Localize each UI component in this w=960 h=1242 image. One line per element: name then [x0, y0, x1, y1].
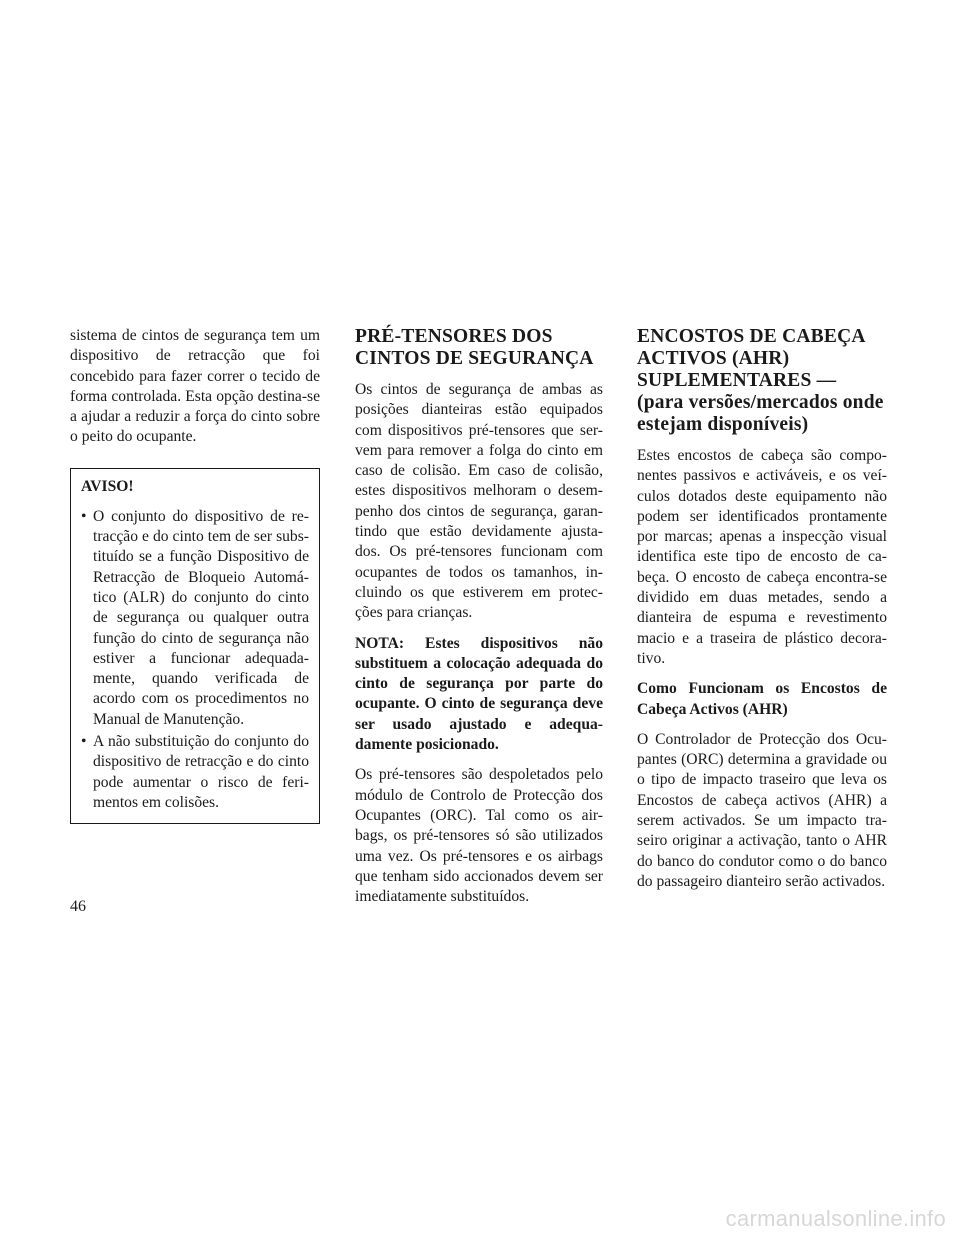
- warning-item: • A não substituição do conjunto do dispositivo de retracção e do cinto pode aumentar o risco de feri-mentos em colisões.: [81, 732, 309, 813]
- ahr-subheading: Como Funcionam os Encostos de Cabeça Activos (AHR): [637, 680, 887, 718]
- column-left: [70, 326, 320, 824]
- ahr-description-paragraph: Estes encostos de cabeça são compo-nentes passivos e activáveis, e os veí-culos dotados deste equipamento não podem ser identificados prontamente por marcas; apenas a inspecção visual identifica este tipo de encosto de ca-beça. O encosto de cabeça encontra-se dividido em duas metades, sendo a dianteira de espuma e revestimento macio e a traseira de plástico decora-tivo.: [637, 447, 887, 667]
- section-heading-pretensioners: PRÉ-TENSORES DOS CINTOS DE SEGURANÇA: [355, 326, 594, 369]
- pretensioners-orc-paragraph: Os pré-tensores são despoletados pelo módulo de Controlo de Protecção dos Ocupantes (ORC). Tal como os air-bags, os pré-tensores só são utilizados uma vez. Os pré-tensores e os airbags que tenham sido accionados devem ser imediatamente substituídos.: [355, 766, 603, 906]
- column-middle: [355, 326, 603, 907]
- intro-paragraph: sistema de cintos de segurança tem um dispositivo de retracção que foi concebido para fazer correr o tecido de forma controlada. Esta opção destina-se a ajudar a reduzir a força do cinto sobre o peito do ocupante.: [70, 327, 320, 446]
- warning-box: [70, 468, 320, 824]
- warning-list: [81, 507, 309, 813]
- watermark: carmanualsonline.info: [725, 1206, 946, 1231]
- section-heading-ahr: ENCOSTOS DE CABEÇA ACTIVOS (AHR) SUPLEMENTARES — (para versões/mercados onde estejam disponíveis): [637, 326, 884, 435]
- note-paragraph: NOTA: Estes dispositivos não substituem a colocação adequada do cinto de segurança por parte do ocupante. O cinto de segurança deve ser usado ajustado e adequa-damente posicionado.: [355, 634, 603, 754]
- pretensioners-paragraph: Os cintos de segurança de ambas as posições dianteiras estão equipados com dispositivos pré-tensores que ser-vem para remover a folga do cinto em caso de colisão. Em caso de colisão, estes dispositivos melhoram o desem-penho dos cintos de segurança, garan-tindo que estão devidamente ajusta-dos. Os pré-tensores funcionam com ocupantes de todos os tamanhos, in-cluindo os que estiverem em protec-ções para crianças.: [355, 381, 603, 622]
- column-right: [637, 326, 887, 892]
- warning-title: AVISO!: [81, 477, 134, 495]
- ahr-operation-paragraph: O Controlador de Protecção dos Ocu-pantes (ORC) determina a gravidade ou o tipo de impacto traseiro que leva os Encostos de cabeça activos (AHR) a serem activados. Se um impacto tra-seiro originar a activação, tanto o AHR do banco do condutor como o do banco do passageiro dianteiro serão activados.: [637, 730, 887, 890]
- warning-item: • O conjunto do dispositivo de re-tracção e do cinto tem de ser subs-tituído se a função Dispositivo de Retracção de Bloqueio Automá-tico (ALR) do conjunto do cinto de segurança ou qualquer outra função do cinto de segurança não estiver a funcionar adequada-mente, quando verificada de acordo com os procedimentos no Manual de Manutenção.: [81, 507, 309, 730]
- page-number: 46: [70, 898, 86, 915]
